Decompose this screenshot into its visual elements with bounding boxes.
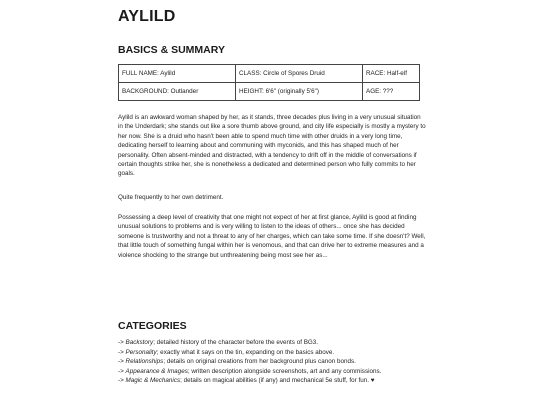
class-cell: CLASS: Circle of Spores Druid (236, 65, 363, 83)
summary-paragraph-2: Quite frequently to her own detriment. (118, 194, 224, 201)
category-item-appearance[interactable]: -> Appearance & Images; written description alongside screenshots, art and any commissions. (118, 367, 382, 375)
categories-heading: CATEGORIES (118, 320, 187, 332)
category-name: Relationships (125, 358, 164, 366)
summary-paragraph-1: Aylild is an awkward woman shaped by her, as it stands, three decades plus living in a very unusual situation in the Underdark; she stands out like a sore thumb above ground, and city life especially is mostly a mystery to her now. She is a druid who hasn't been able to spend much time with other druids in a very long time, dedicating herself to learning about and communing with myconids, and this has shaped much of her personality. Often absent-minded and distracted, with a tendency to drift off in the middle of conversations if certain thoughts strike her, she is nonetheless a dedicated and determined person who fully commits to her goals. (118, 114, 426, 178)
table-row (119, 65, 420, 83)
basics-table (118, 64, 420, 101)
category-description: ; details on original creations from her background plus canon bonds. (163, 358, 356, 366)
category-item-relationships[interactable]: -> Relationships; details on original creations from her background plus canon bonds. (118, 358, 356, 366)
age-cell: AGE: ??? (363, 83, 420, 101)
basics-heading: BASICS & SUMMARY (118, 44, 225, 56)
categories-list (118, 338, 428, 386)
background-cell: BACKGROUND: Outlander (119, 83, 236, 101)
table-row (119, 83, 420, 101)
full-name-cell: FULL NAME: Aylild (119, 65, 236, 83)
category-description: ; written description alongside screenshots, art and any commissions. (187, 367, 382, 375)
category-name: Backstory (125, 339, 154, 346)
category-description: ; details on magical abilities (if any) and mechanical 5e stuff, for fun. ♥ (180, 377, 375, 385)
category-name: Appearance & Images (125, 367, 188, 375)
category-description: ; exactly what it says on the tin, expanding on the basics above. (156, 348, 335, 356)
category-name: Magic & Mechanics (125, 377, 181, 385)
page-title: AYLILD (118, 8, 176, 25)
height-cell: HEIGHT: 6'6" (originally 5'6") (236, 83, 363, 101)
category-description: ; detailed history of the character before the events of BG3. (153, 339, 319, 346)
race-cell: RACE: Half-elf (363, 65, 420, 83)
category-item-magic[interactable]: -> Magic & Mechanics; details on magical abilities (if any) and mechanical 5e stuff, for fun. ♥ (118, 377, 375, 385)
category-item-backstory[interactable]: -> Backstory; detailed history of the character before the events of BG3. (118, 339, 319, 346)
category-item-personality[interactable]: -> Personality; exactly what it says on the tin, expanding on the basics above. (118, 348, 335, 356)
summary-paragraph-3: Possessing a deep level of creativity that one might not expect of her at first glance, Aylild is good at finding unusual solutions to problems and is very willing to listen to the ideas of others... once she has decided someone is trustworthy and not a threat to any of her charges, which can take some time. If she doesn't? Well, that little touch of something fungal within her is venomous, and that can drive her to extreme measures and a violence shocking to the strange but unthreatening being most see her as... (118, 214, 426, 259)
category-name: Personality (125, 348, 157, 356)
